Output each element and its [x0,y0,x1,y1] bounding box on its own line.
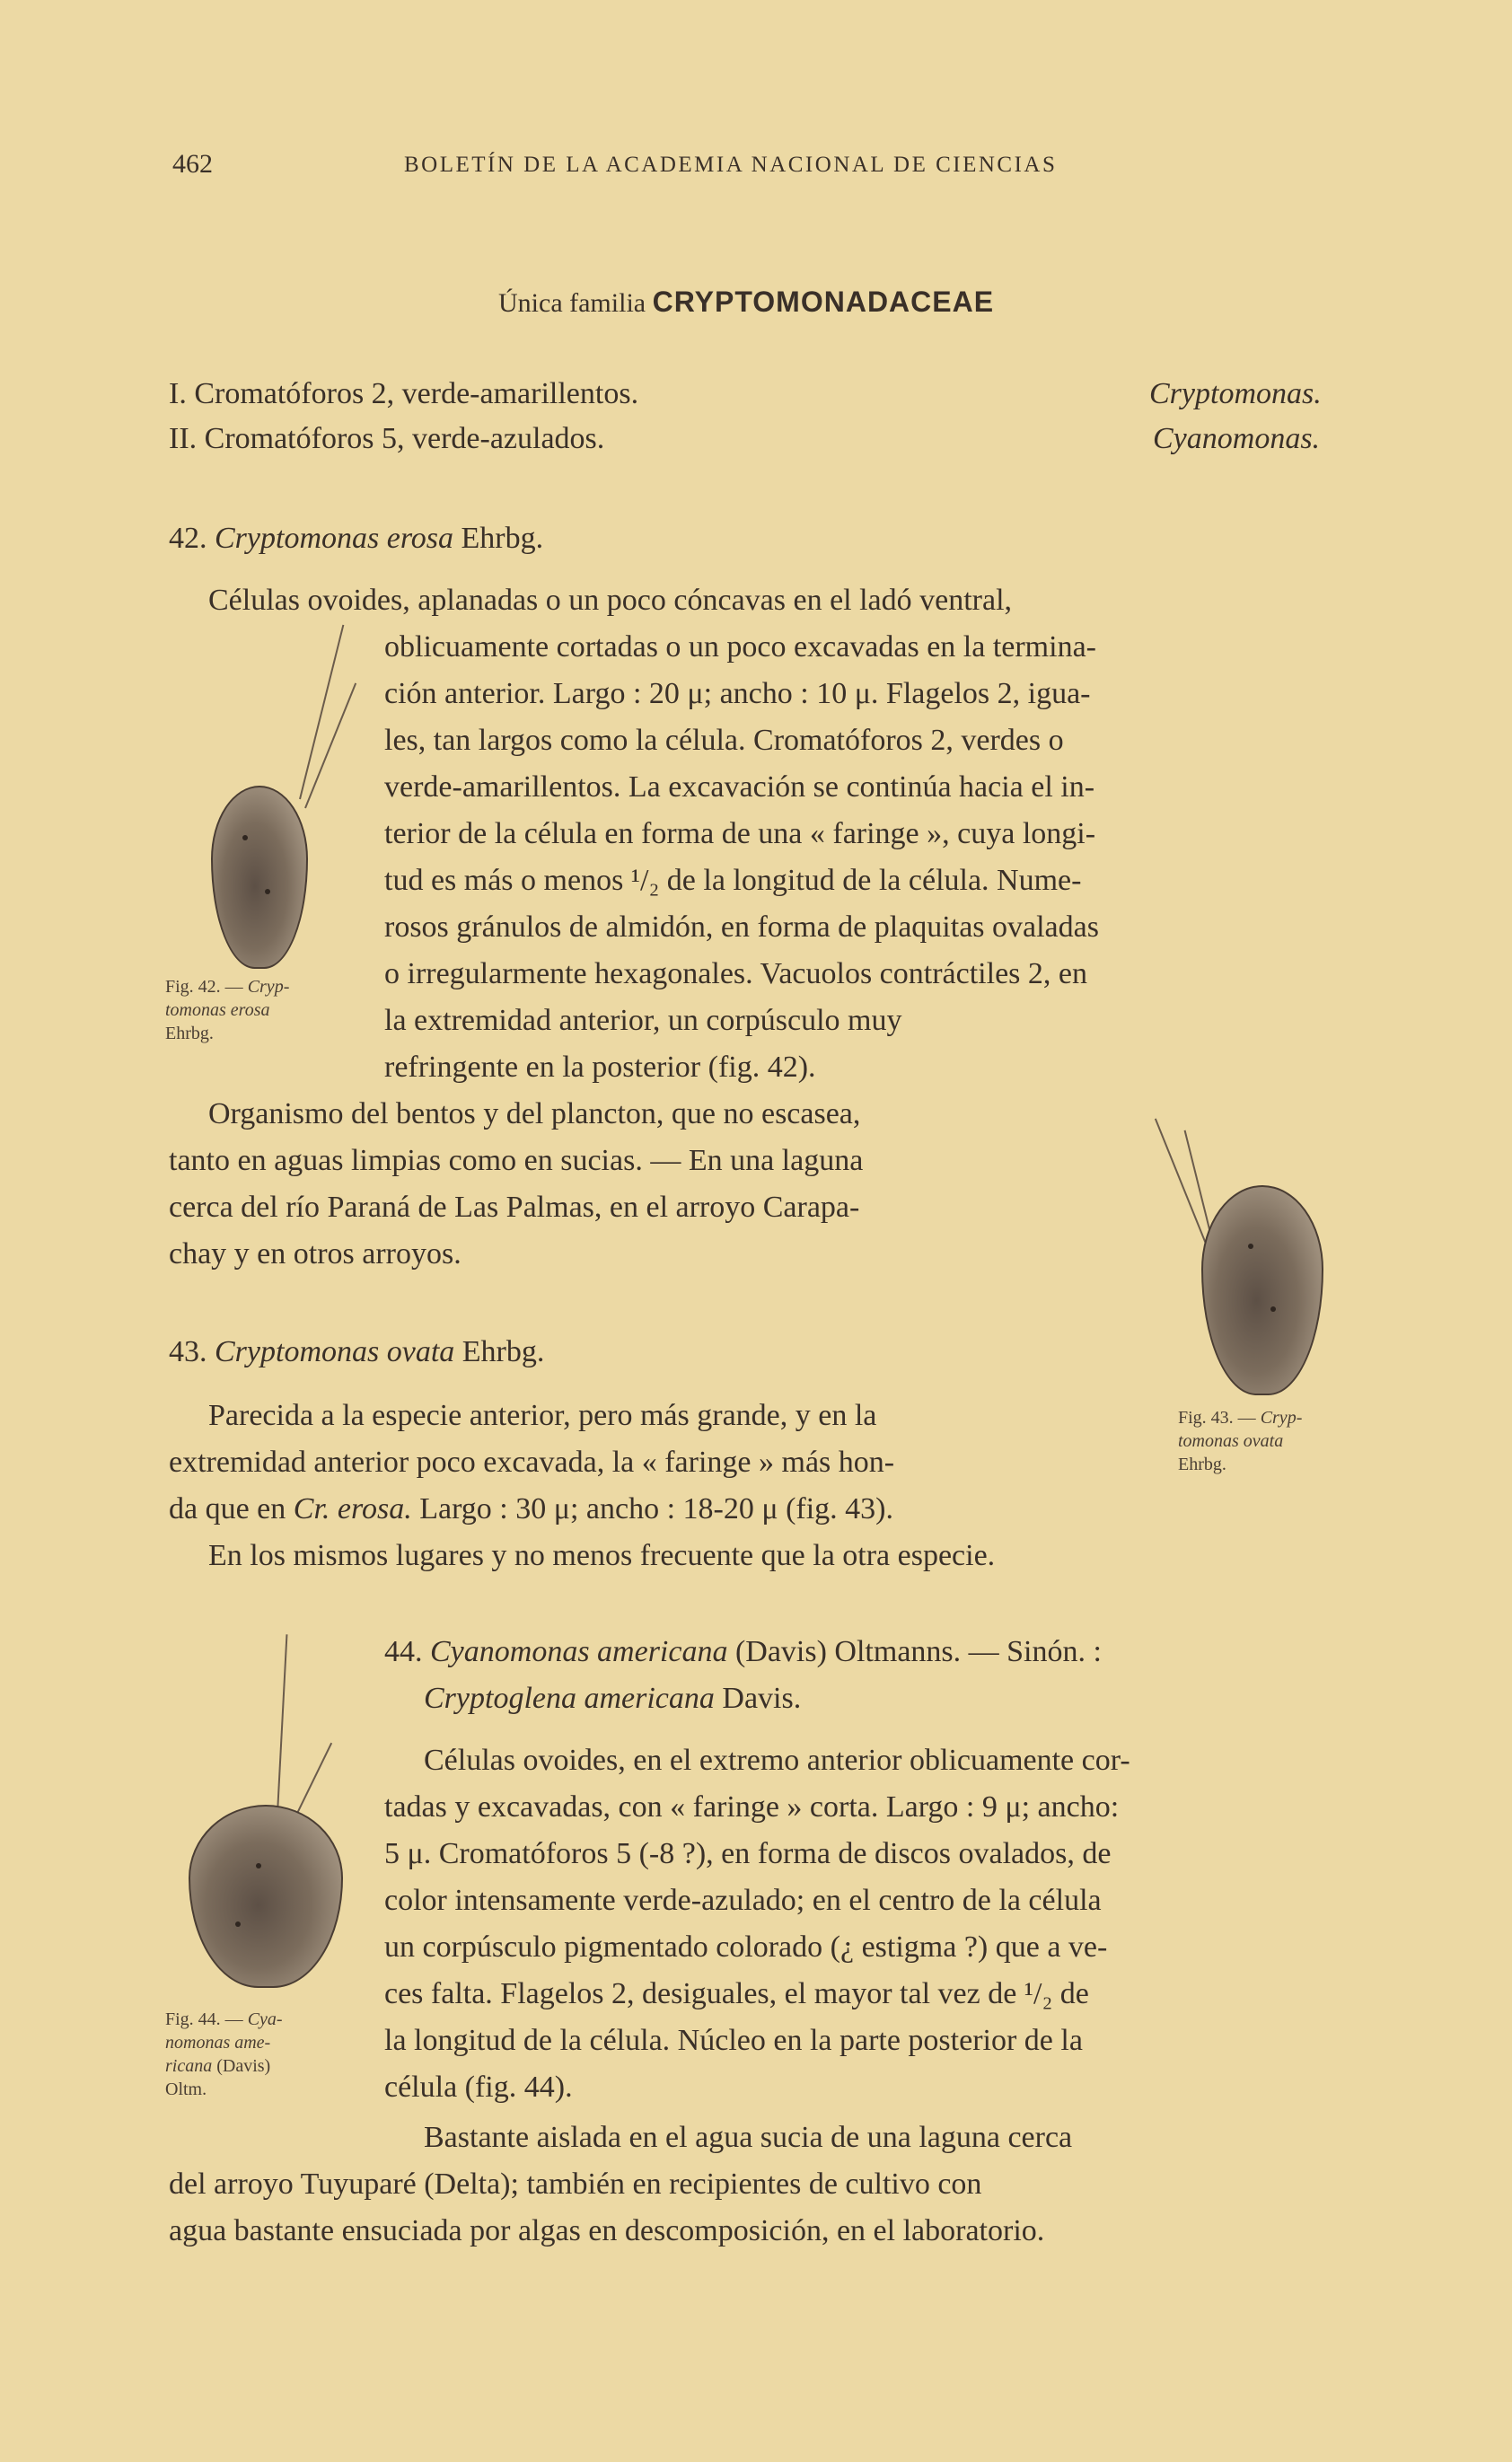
key-item-2-genus: Cyanomonas. [1153,422,1321,455]
running-header: BOLETÍN DE LA ACADEMIA NACIONAL DE CIENCIAS [404,153,1058,177]
granule [265,889,270,894]
cell-body [1201,1185,1323,1395]
species-42-author: Ehrbg. [461,522,544,555]
figure-44-caption: Fig. 44. — Cya- nomonas ame- ricana (Davis) Oltm. [165,2009,283,2099]
text-line: Células ovoides, en el extremo anterior oblicuamente cor- [424,1744,1130,1777]
granule [242,835,248,840]
species-44-synonym: Cryptoglena americana Davis. [424,1682,802,1715]
text-line: extremidad anterior poco excavada, la « faringe » más hon- [169,1446,895,1479]
text-line: rosos gránulos de almidón, en forma de plaquitas ovaladas [384,910,1099,944]
text-line: refringente en la posterior (fig. 42). [384,1051,816,1084]
text-line: tanto en aguas limpias como en sucias. — En una laguna [169,1144,864,1177]
text-line: color intensamente verde-azulado; en el centro de la célula [384,1884,1102,1917]
text-line: tadas y excavadas, con « faringe » corta. Largo : 9 μ; ancho: [384,1790,1120,1824]
text-line: tud es más o menos ¹/₂ de la longitud de la célula. Nume- [384,864,1082,897]
species-42-name: Cryptomonas erosa [215,522,454,555]
text-line: cerca del río Paraná de Las Palmas, en el arroyo Carapa- [169,1191,860,1224]
text-line: célula (fig. 44). [384,2071,573,2104]
text-line: del arroyo Tuyuparé (Delta); también en recipientes de cultivo con [169,2167,982,2201]
key-item-1-genus: Cryptomonas. [1149,377,1322,410]
species-44-heading [384,1629,1102,1676]
text-line: Células ovoides, aplanadas o un poco cóncavas en el ladó ventral, [208,584,1013,617]
figure-42-caption: Fig. 42. — Cryp- tomonas erosa Ehrbg. [165,977,290,1043]
family-name: CRYPTOMONADACEAE [652,286,995,318]
species-42-number: 42. [169,522,207,555]
figure-43-illustration [1185,1109,1338,1396]
text-line: ción anterior. Largo : 20 μ; ancho : 10 μ. Flagelos 2, igua- [384,677,1091,710]
text-line: oblicuamente cortadas o un poco excavadas en la termina- [384,630,1096,664]
text-line: En los mismos lugares y no menos frecuente que la otra especie. [208,1539,996,1572]
text-line: les, tan largos como la célula. Cromatóforos 2, verdes o [384,724,1064,757]
text-line: o irregularmente hexagonales. Vacuolos contráctiles 2, en [384,957,1087,990]
text-line: terior de la célula en forma de una « faringe », cuya longi- [384,817,1096,850]
text-line: agua bastante ensuciada por algas en descomposición, en el laboratorio. [169,2214,1045,2247]
cell-body [211,786,308,969]
granule [1270,1306,1276,1312]
species-43-heading [169,1329,544,1376]
species-43-name: Cryptomonas ovata [215,1335,455,1368]
granule [256,1863,261,1868]
species-44-author: (Davis) Oltmanns. — Sinón. : [734,1635,1102,1668]
text-line: verde-amarillentos. La excavación se continúa hacia el in- [384,770,1095,804]
text-line: Parecida a la especie anterior, pero más grande, y en la [208,1399,877,1432]
text-line: un corpúsculo pigmentado colorado (¿ estigma ?) que a ve- [384,1930,1108,1964]
key-item-1-label: I. Cromatóforos 2, verde-amarillentos. [169,377,639,410]
cell-body [189,1805,343,1988]
section-prefix: Única familia [498,288,646,318]
flagellum [299,625,344,800]
figure-44-illustration [180,1634,350,1993]
text-line: Organismo del bentos y del plancton, que no escasea, [208,1097,861,1130]
species-43-author: Ehrbg. [462,1335,545,1368]
figure-43-caption: Fig. 43. — Cryp- tomonas ovata Ehrbg. [1178,1408,1303,1474]
text-line: la extremidad anterior, un corpúsculo muy [384,1004,902,1037]
section-title [498,286,994,319]
key-item-2-label: II. Cromatóforos 5, verde-azulados. [169,422,605,455]
page-number: 462 [172,149,213,179]
text-line: da que en Cr. erosa. Largo : 30 μ; ancho : 18-20 μ (fig. 43). [169,1492,893,1526]
flagellum [1155,1119,1207,1244]
species-44-name: Cyanomonas americana [430,1635,728,1668]
text-line: Bastante aislada en el agua sucia de una laguna cerca [424,2121,1073,2154]
text-line: 5 μ. Cromatóforos 5 (-8 ?), en forma de discos ovalados, de [384,1837,1112,1870]
species-44-number: 44. [384,1635,423,1668]
flagellum [277,1634,287,1814]
text-line: chay y en otros arroyos. [169,1237,462,1271]
species-43-number: 43. [169,1335,207,1368]
granule [1248,1244,1253,1249]
granule [235,1921,241,1927]
figure-42-illustration [193,620,319,970]
text-line: la longitud de la célula. Núcleo en la parte posterior de la [384,2024,1083,2057]
species-42-heading [169,515,543,563]
text-line: ces falta. Flagelos 2, desiguales, el mayor tal vez de ¹/₂ de [384,1977,1089,2010]
